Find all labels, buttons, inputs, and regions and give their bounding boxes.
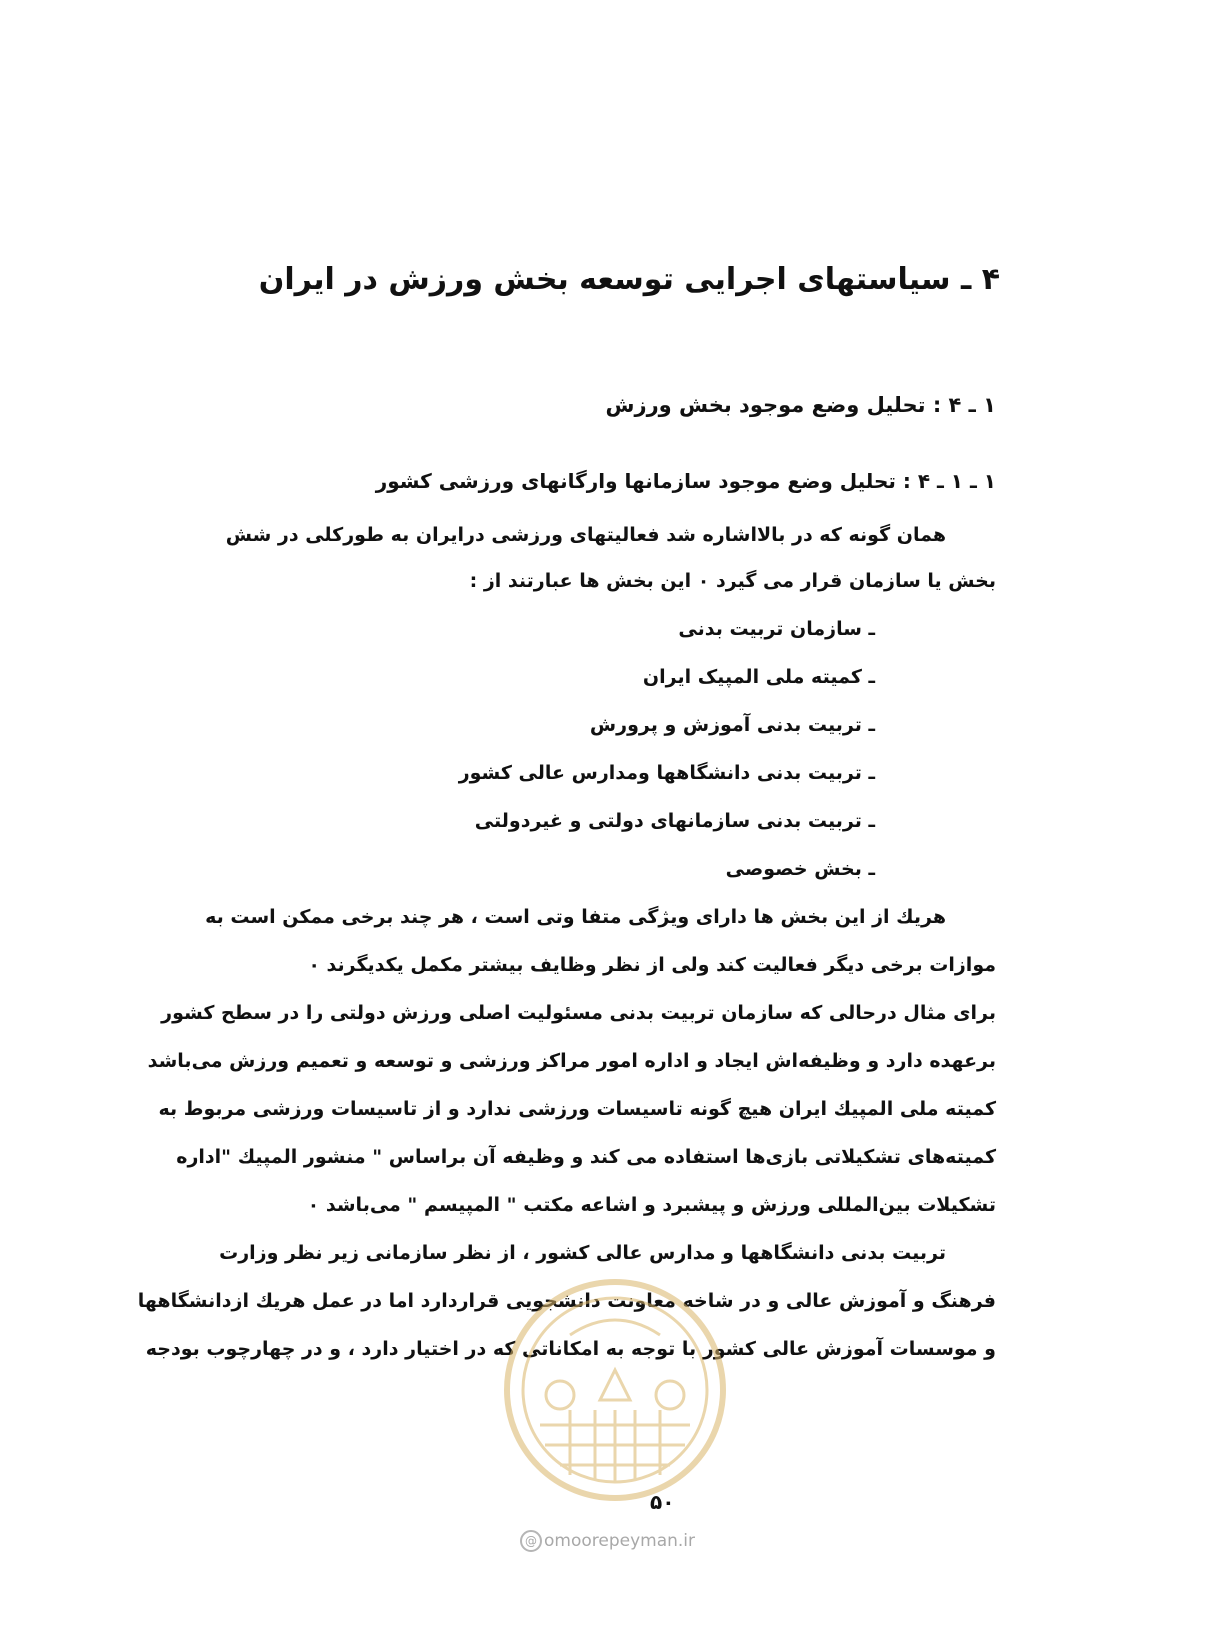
subsection-heading: ۱ ـ ۱ ـ ۴ : تحلیل وضع موجود سازمانها وارگانهای ورزشی کشور: [375, 469, 996, 493]
paragraph-line: کمیته‌های تشکیلاتی بازی‌ها استفاده می کند و وظیفه آن براساس " منشور المپیك "اداره: [176, 1146, 996, 1168]
list-item: ـ کمیته ملی المپیک ایران: [642, 666, 875, 688]
paragraph-line: و موسسات آموزش عالی کشور با توجه به امکاناتی که در اختیار دارد ، و در چهارچوب بودجه: [145, 1338, 996, 1360]
paragraph-line: موازات برخی دیگر فعالیت کند ولی از نظر وظایف بیشتر مکمل یکدیگرند ۰: [308, 954, 996, 976]
at-icon: @: [520, 1530, 542, 1552]
paragraph-line: همان گونه که در بالااشاره شد فعالیتهای ورزشی درایران به طورکلی در شش: [225, 524, 946, 546]
paragraph-line: فرهنگ و آموزش عالی و در شاخه معاونت دانشجویی قراردارد اما در عمل هریك ازدانشگاهها: [137, 1290, 996, 1312]
paragraph-line: بخش یا سازمان قرار می گیرد ۰ این بخش ها عبارتند از :: [469, 570, 996, 592]
list-item: ـ بخش خصوصی: [725, 858, 875, 880]
paragraph-line: برعهده دارد و وظیفه‌اش ایجاد و اداره امور مراکز ورزشی و توسعه و تعمیم ورزش می‌باشد: [147, 1050, 996, 1072]
paragraph-line: برای مثال درحالی که سازمان تربیت بدنی مسئولیت اصلی ورزش دولتی را در سطح کشور: [161, 1002, 996, 1024]
section-heading: ۱ ـ ۴ : تحلیل وضع موجود بخش ورزش: [605, 393, 996, 417]
paragraph-line: کمیته ملی المپیك ایران هیچ گونه تاسیسات ورزشی ندارد و از تاسیسات ورزشی مربوط به: [158, 1098, 996, 1120]
paragraph-line: تربیت بدنی دانشگاهها و مدارس عالی کشور ، از نظر سازمانی زیر نظر وزارت: [219, 1242, 946, 1264]
watermark-url: [520, 1530, 695, 1552]
list-item: ـ تربیت بدنی سازمانهای دولتی و غیردولتی: [474, 810, 875, 832]
paragraph-line: تشکیلات بین‌المللی ورزش و پیشبرد و اشاعه مکتب " المپیسم " می‌باشد ۰: [307, 1194, 996, 1216]
chapter-title: ۴ ـ سیاستهای اجرایی توسعه بخش ورزش در ایران: [258, 262, 1000, 297]
watermark-url-text: omoorepeyman.ir: [544, 1531, 696, 1551]
list-item: ـ سازمان تربیت بدنی: [678, 618, 875, 640]
list-item: ـ تربیت بدنی دانشگاهها ومدارس عالی کشور: [458, 762, 875, 784]
list-item: ـ تربیت بدنی آموزش و پرورش: [589, 714, 875, 736]
paragraph-line: هریك از این بخش ها دارای ویژگی متفا وتی است ، هر چند برخی ممکن است به: [205, 906, 946, 928]
watermark-seal-icon: [500, 1275, 730, 1505]
page-number: ۵۰: [650, 1490, 675, 1514]
